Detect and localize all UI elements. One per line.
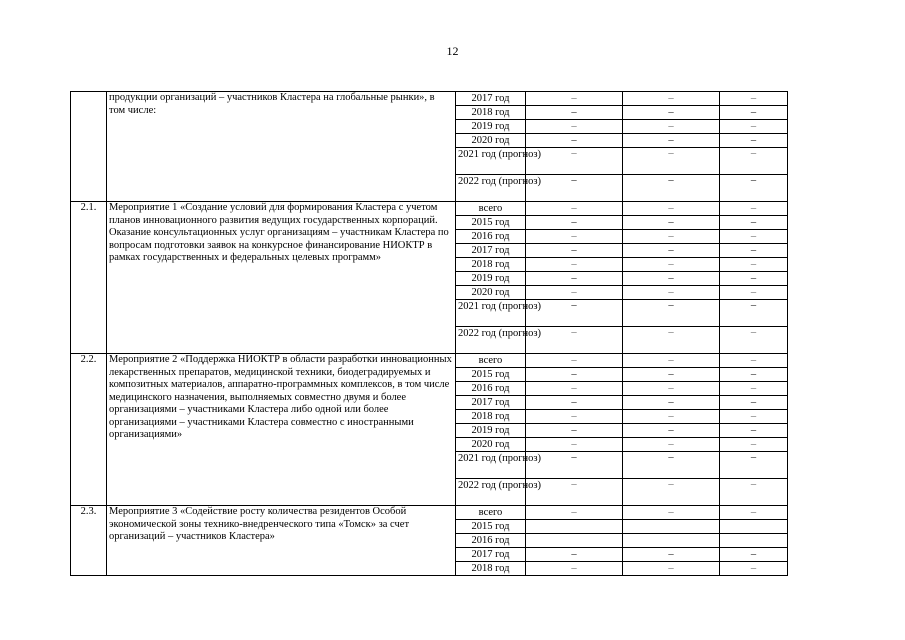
period-cell: 2017 год	[456, 92, 526, 106]
value-cell: –	[526, 562, 623, 576]
value-cell: –	[623, 286, 720, 300]
value-cell: –	[720, 562, 788, 576]
value-cell	[623, 534, 720, 548]
value-cell: –	[623, 438, 720, 452]
period-cell: 2022 год (прогноз)	[456, 175, 526, 202]
value-cell: –	[720, 300, 788, 327]
value-cell: –	[623, 506, 720, 520]
value-cell: –	[720, 382, 788, 396]
value-cell: –	[623, 258, 720, 272]
value-cell: –	[720, 134, 788, 148]
value-cell: –	[623, 300, 720, 327]
value-cell	[623, 520, 720, 534]
value-cell: –	[526, 327, 623, 354]
value-cell: –	[623, 216, 720, 230]
value-cell: –	[720, 410, 788, 424]
value-cell: –	[623, 410, 720, 424]
plan-table	[70, 91, 788, 576]
section-number: 2.3.	[71, 506, 107, 576]
section-description: Мероприятие 1 «Создание условий для формирования Кластера с учетом планов инновационного развития ведущих государственных корпораций. Оказание консультационных услуг организациям – участникам Кластера по вопросам подготовки заявок на конкурсное финансирование НИОКТР в рамках государственных и федеральных целевых программ»	[107, 202, 456, 354]
value-cell: –	[623, 120, 720, 134]
period-cell: 2015 год	[456, 520, 526, 534]
value-cell: –	[526, 92, 623, 106]
value-cell: –	[720, 244, 788, 258]
value-cell: –	[526, 396, 623, 410]
value-cell: –	[720, 258, 788, 272]
value-cell: –	[526, 148, 623, 175]
value-cell: –	[623, 244, 720, 258]
period-cell: 2016 год	[456, 230, 526, 244]
period-cell: 2016 год	[456, 534, 526, 548]
value-cell: –	[526, 354, 623, 368]
value-cell: –	[623, 368, 720, 382]
value-cell: –	[526, 120, 623, 134]
section-description: Мероприятие 2 «Поддержка НИОКТР в области разработки инновационных лекарственных препаратов, медицинской техники, биодеградируемых и композитных материалов, аппаратно-программных комплексов, в том числе медицинского назначения, выполняемых совместно двумя и более организациями – участниками Кластера либо одной или более организациями – участниками Кластера совместно с иностранными организациями»	[107, 354, 456, 506]
value-cell: –	[623, 92, 720, 106]
value-cell: –	[526, 382, 623, 396]
value-cell: –	[720, 92, 788, 106]
section-number: 2.2.	[71, 354, 107, 506]
value-cell: –	[526, 424, 623, 438]
period-cell: 2022 год (прогноз)	[456, 327, 526, 354]
value-cell: –	[623, 396, 720, 410]
value-cell: –	[720, 452, 788, 479]
period-cell: 2020 год	[456, 134, 526, 148]
value-cell: –	[526, 410, 623, 424]
value-cell: –	[720, 120, 788, 134]
value-cell: –	[526, 368, 623, 382]
value-cell: –	[623, 424, 720, 438]
value-cell: –	[526, 216, 623, 230]
value-cell	[720, 520, 788, 534]
period-cell: 2022 год (прогноз)	[456, 479, 526, 506]
period-cell: 2021 год (прогноз)	[456, 452, 526, 479]
value-cell	[526, 534, 623, 548]
value-cell: –	[623, 452, 720, 479]
period-cell: 2019 год	[456, 120, 526, 134]
value-cell: –	[720, 272, 788, 286]
value-cell: –	[526, 438, 623, 452]
value-cell: –	[526, 272, 623, 286]
table-row	[71, 354, 788, 368]
table-row	[71, 202, 788, 216]
period-cell: 2020 год	[456, 286, 526, 300]
value-cell: –	[720, 216, 788, 230]
value-cell: –	[623, 175, 720, 202]
value-cell: –	[720, 479, 788, 506]
period-cell: 2018 год	[456, 410, 526, 424]
value-cell: –	[720, 438, 788, 452]
value-cell: –	[526, 202, 623, 216]
period-cell: 2015 год	[456, 216, 526, 230]
value-cell: –	[526, 230, 623, 244]
table-row	[71, 506, 788, 520]
value-cell: –	[720, 202, 788, 216]
value-cell: –	[720, 106, 788, 120]
value-cell: –	[623, 106, 720, 120]
period-cell: 2018 год	[456, 258, 526, 272]
section-description: продукции организаций – участников Кластера на глобальные рынки», в том числе:	[107, 92, 456, 202]
value-cell: –	[720, 548, 788, 562]
value-cell: –	[623, 134, 720, 148]
value-cell: –	[526, 506, 623, 520]
value-cell: –	[720, 148, 788, 175]
period-cell: 2020 год	[456, 438, 526, 452]
section-description: Мероприятие 3 «Содействие росту количества резидентов Особой экономической зоны технико-внедренческого типа «Томск» за счет организаций – участников Кластера»	[107, 506, 456, 576]
value-cell: –	[526, 300, 623, 327]
value-cell: –	[720, 327, 788, 354]
value-cell: –	[720, 354, 788, 368]
value-cell: –	[623, 382, 720, 396]
value-cell: –	[623, 230, 720, 244]
value-cell: –	[623, 354, 720, 368]
value-cell: –	[720, 424, 788, 438]
value-cell: –	[526, 452, 623, 479]
period-cell: 2017 год	[456, 396, 526, 410]
section-number: 2.1.	[71, 202, 107, 354]
value-cell: –	[526, 479, 623, 506]
value-cell: –	[526, 134, 623, 148]
period-cell: 2017 год	[456, 548, 526, 562]
section-number	[71, 92, 107, 202]
value-cell: –	[623, 148, 720, 175]
value-cell: –	[623, 202, 720, 216]
page-number: 12	[446, 44, 459, 58]
value-cell: –	[526, 244, 623, 258]
value-cell: –	[526, 548, 623, 562]
value-cell: –	[623, 479, 720, 506]
value-cell: –	[720, 506, 788, 520]
value-cell: –	[720, 368, 788, 382]
period-cell: 2021 год (прогноз)	[456, 148, 526, 175]
period-cell: 2016 год	[456, 382, 526, 396]
value-cell: –	[526, 106, 623, 120]
value-cell: –	[720, 396, 788, 410]
value-cell: –	[623, 327, 720, 354]
value-cell: –	[526, 258, 623, 272]
value-cell: –	[623, 548, 720, 562]
value-cell: –	[526, 175, 623, 202]
value-cell: –	[720, 286, 788, 300]
table-row	[71, 92, 788, 106]
value-cell: –	[623, 272, 720, 286]
period-cell: 2019 год	[456, 424, 526, 438]
period-cell: всего	[456, 202, 526, 216]
period-cell: всего	[456, 506, 526, 520]
value-cell: –	[720, 230, 788, 244]
value-cell	[720, 534, 788, 548]
period-cell: всего	[456, 354, 526, 368]
period-cell: 2018 год	[456, 106, 526, 120]
period-cell: 2019 год	[456, 272, 526, 286]
period-cell: 2021 год (прогноз)	[456, 300, 526, 327]
period-cell: 2017 год	[456, 244, 526, 258]
value-cell: –	[720, 175, 788, 202]
value-cell	[526, 520, 623, 534]
value-cell: –	[526, 286, 623, 300]
period-cell: 2015 год	[456, 368, 526, 382]
value-cell: –	[623, 562, 720, 576]
period-cell: 2018 год	[456, 562, 526, 576]
